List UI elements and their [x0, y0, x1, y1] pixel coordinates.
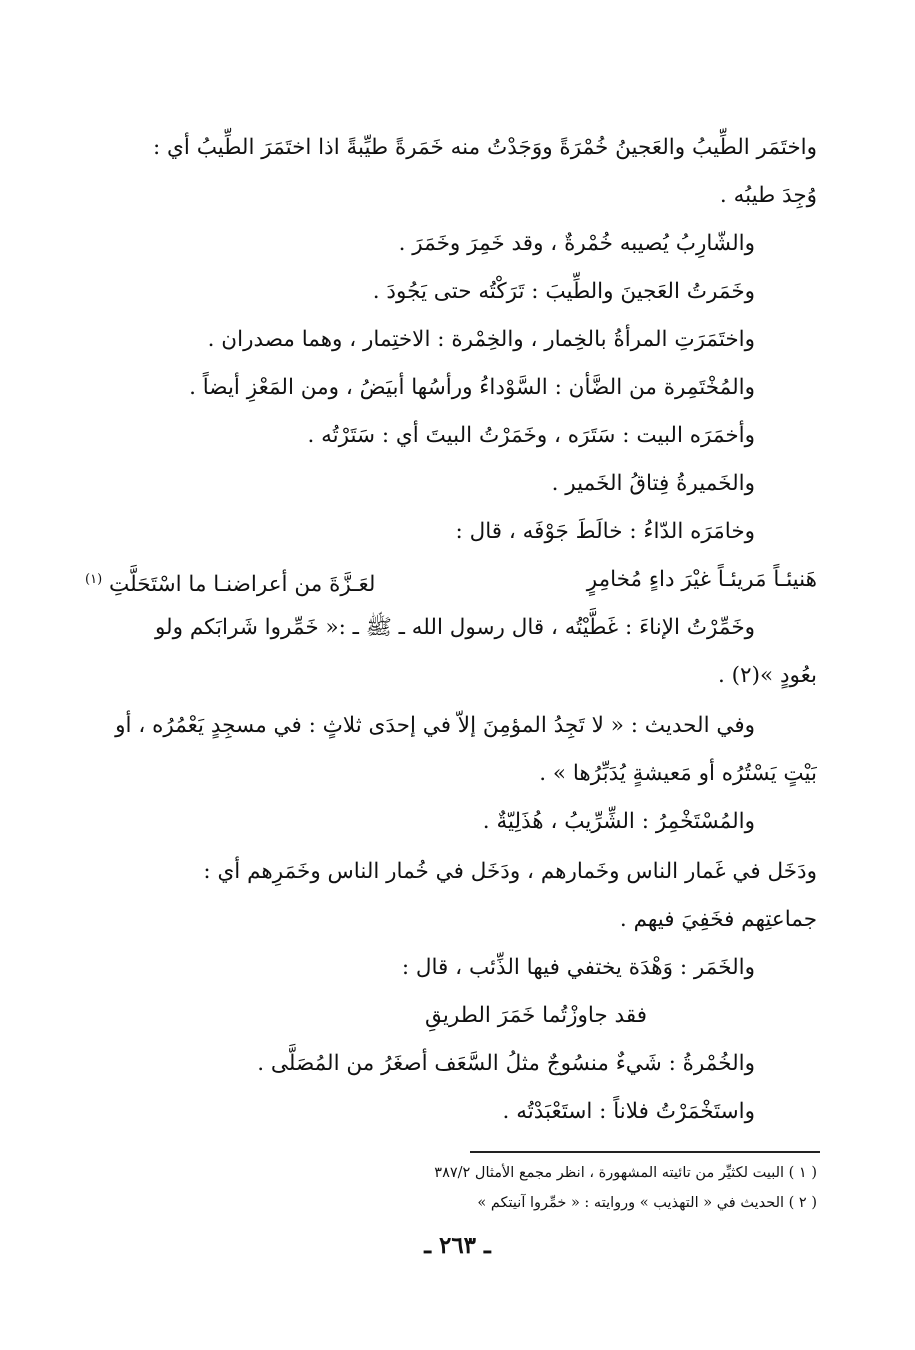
text-line: والمُخْتَمِرة من الضَّأن : السَّوْداءُ ورأسُها أبيَضُ ، ومن المَعْزِ أيضاً .	[189, 375, 755, 400]
text-line: والخُمْرةُ : شَيءٌ منسُوجٌ مثلُ السَّعَف أصغَرُ من المُصَلَّى .	[257, 1051, 755, 1076]
page-number: ـ ٢٦٣ ـ	[424, 1232, 491, 1259]
text-block-2	[85, 604, 817, 700]
text-line: وخَمَرتُ العَجينَ والطِّيبَ : تَرَكْتُه حتى يَجُودَ .	[372, 279, 755, 304]
footnotes	[300, 1158, 817, 1218]
footnote-1: ( ١ ) البيت لكثيِّر من تائيته المشهورة ، انظر مجمع الأمثال ٣٨٧/٢	[434, 1165, 817, 1181]
main-text	[85, 124, 817, 1136]
text-line: بعُودٍ »(٢) .	[717, 663, 817, 688]
text-line: والشّارِبُ يُصيبه خُمْرةٌ ، وقد خَمِرَ وخَمَرَ .	[398, 231, 755, 256]
text-line: جماعتِهم فخَفِيَ فيهم .	[619, 907, 817, 932]
verse-hemistich-left	[85, 556, 375, 604]
text-line: واستَخْمَرْتُ فلاناً : استَعْبَدْتُه .	[502, 1099, 755, 1124]
verse-hemistich-right: هَنيئـاً مَريئـاً غيْرَ داءٍ مُخامِرٍ	[586, 567, 817, 592]
text-block-1	[85, 124, 817, 556]
verse-line	[85, 556, 817, 604]
footnote-2: ( ٢ ) الحديث في « التهذيب » وروايته : « خمِّروا آنيتكم »	[477, 1195, 817, 1211]
verse-hemistich-left-text: لعَـزَّةَ من أعراضنـا ما اسْتَحَلَّتِ	[108, 572, 376, 598]
footnote-divider	[470, 1151, 820, 1153]
text-line: وُجِدَ طيبُه .	[719, 183, 817, 208]
text-line: وخامَرَه الدّاءُ : خالَطَ جَوْفَه ، قال :	[455, 519, 755, 544]
text-line: والخَمَر : وَهْدَة يختفي فيها الذِّئب ، قال :	[401, 955, 755, 980]
text-line: وأخمَرَه البيت : سَتَرَه ، وخَمَرْتُ البيتَ أي : سَتَرْتُه .	[307, 423, 755, 448]
text-line: فقد جاوزْتُما خَمَرَ الطريقِ	[424, 1003, 647, 1028]
footnote-ref-1: (١)	[85, 572, 103, 587]
text-line: وخَمِّرْتُ الإناءَ : غَطَّيْتُه ، قال رسول الله ـ ﷺ ـ :« خَمِّروا شَرابَكم ولو	[154, 615, 755, 640]
text-block-3	[85, 702, 817, 846]
text-line: ودَخَل في غَمار الناس وخَمارهم ، ودَخَل في خُمار الناس وخَمَرِهم أي :	[203, 859, 817, 884]
text-line: بَيْتٍ يَسْتُرُه أو مَعيشةٍ يُدَبِّرُها » .	[539, 761, 817, 786]
text-line: واختَمَرَتِ المرأةُ بالخِمار ، والخِمْرة : الاختِمار ، وهما مصدران .	[207, 327, 755, 352]
text-line: وفي الحديث : « لا تَجِدُ المؤمِنَ إلاّ في إحدَى ثلاثٍ : في مسجِدٍ يَعْمُرُه ، أو	[115, 713, 755, 738]
text-line: والخَميرةُ فِتاقُ الخَمير .	[551, 471, 755, 496]
text-line: واختَمَر الطِّيبُ والعَجينُ خُمْرَةً ووَجَدْتُ منه خَمَرةً طيِّبةً اذا اختَمَرَ الطِّيبُ أي :	[152, 135, 817, 160]
text-line: والمُسْتَخْمِرُ : الشِّرِّيبُ ، هُذَلِيّةٌ .	[482, 809, 755, 834]
text-block-4	[85, 848, 817, 1136]
